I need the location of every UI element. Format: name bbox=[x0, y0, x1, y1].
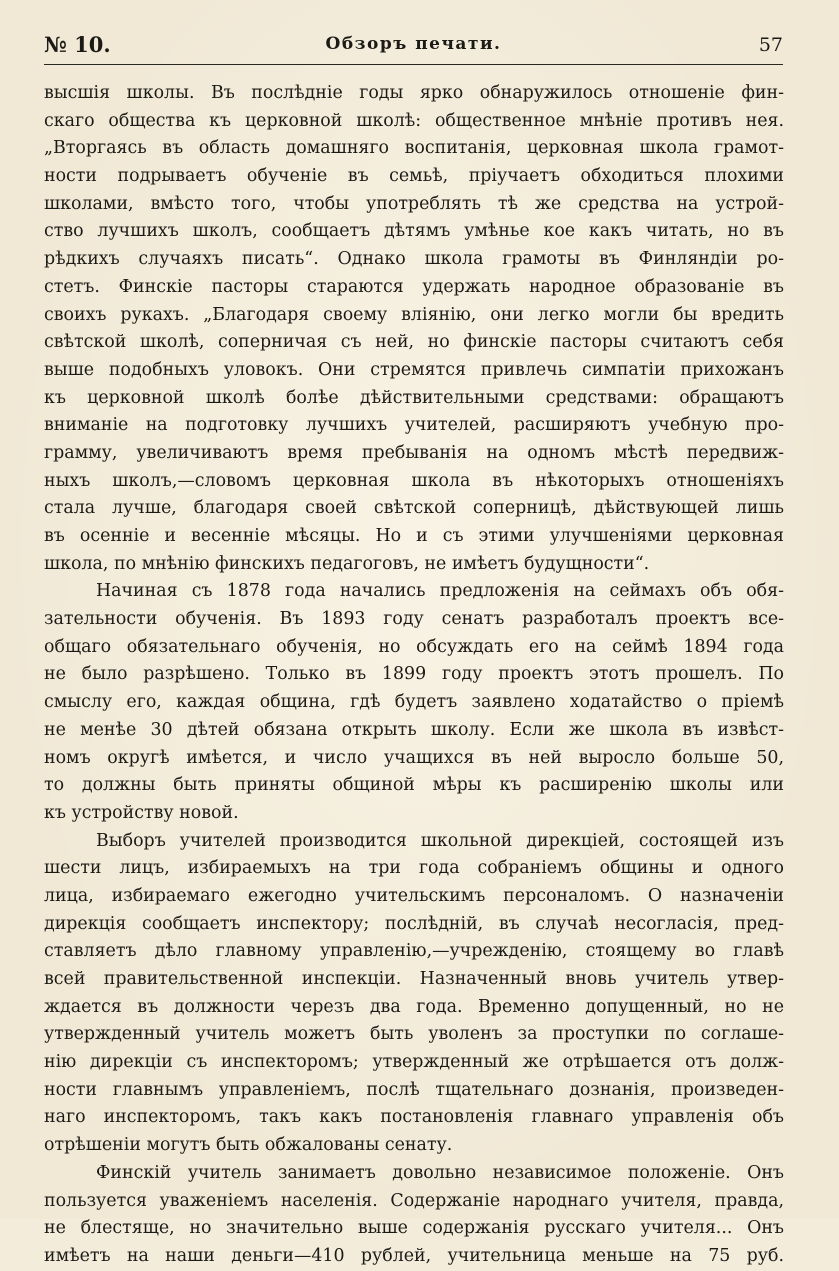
text-line: своихъ рукахъ. „Благодаря своему вліянію, они легко могли бы вредить bbox=[44, 304, 784, 325]
text-line: то должны быть приняты общиной мѣры къ расширенію школы или bbox=[44, 775, 784, 796]
text-line: свѣтской школѣ, соперничая съ ней, но финскіе пасторы считаютъ себя bbox=[44, 332, 784, 353]
text-line: въ осенніе и весенніе мѣсяцы. Но и съ этими улучшеніями церковная bbox=[44, 526, 784, 546]
text-line: школами, вмѣсто того, чтобы употреблять тѣ же средства на устрой- bbox=[44, 193, 784, 214]
text-line: наго инспекторомъ, такъ какъ постановленія главнаго управленія объ bbox=[44, 1107, 784, 1128]
text-line: вниманіе на подготовку лучшихъ учителей, расширяютъ учебную про- bbox=[44, 415, 784, 436]
text-line: рѣдкихъ случаяхъ писать“. Однако школа грамоты въ Финляндіи ро- bbox=[44, 249, 784, 270]
text-line: къ церковной школѣ болѣе дѣйствительными средствами: обращаютъ bbox=[44, 387, 784, 408]
header-rule bbox=[44, 64, 783, 65]
text-line: не менѣе 30 дѣтей обязана открыть школу. Если же школа въ извѣст- bbox=[44, 719, 784, 740]
paragraph-start-line: Выборъ учителей производится школьной дирекціей, состоящей изъ bbox=[96, 830, 784, 851]
text-line: ставляетъ дѣло главному управленію,—учрежденію, стоящему во главѣ bbox=[44, 941, 784, 962]
text-line: пользуется уваженіемъ населенія. Содержаніе народнаго учителя, правда, bbox=[44, 1190, 784, 1211]
text-line: номъ округѣ имѣется, и число учащихся въ ней выросло больше 50, bbox=[44, 747, 784, 768]
text-line: общаго обязательнаго обученія, но обсуждать его на сеймѣ 1894 года bbox=[44, 636, 784, 657]
paragraph-start-line: Начиная съ 1878 года начались предложенія на сеймахъ объ обя- bbox=[96, 581, 784, 602]
text-line: отрѣшеніи могутъ быть обжалованы сенату. bbox=[44, 1135, 453, 1156]
text-line: не было разрѣшено. Только въ 1899 году проектъ этотъ прошелъ. По bbox=[44, 664, 784, 685]
text-line: ждается въ должности черезъ два года. Временно допущенный, но не bbox=[44, 996, 784, 1017]
issue-number: № 10. bbox=[44, 32, 111, 57]
text-line: нію дирекціи съ инспекторомъ; утвержденный же отрѣшается отъ долж- bbox=[44, 1052, 784, 1073]
text-line: ности подрываетъ обученіе въ семьѣ, пріучаетъ обходиться плохими bbox=[44, 166, 784, 187]
page-number: 57 bbox=[758, 34, 783, 56]
text-line: утвержденный учитель можетъ быть уволенъ за проступки по соглаше- bbox=[44, 1024, 784, 1045]
paragraph-start-line: Финскій учитель занимаетъ довольно независимое положеніе. Онъ bbox=[96, 1162, 784, 1183]
body-text bbox=[44, 80, 784, 1271]
page-header bbox=[44, 28, 783, 62]
text-line: школа, по мнѣнію финскихъ педагоговъ, не имѣетъ будущности“. bbox=[44, 553, 650, 574]
text-line: лица, избираемаго ежегодно учительскимъ персоналомъ. О назначеніи bbox=[44, 885, 784, 906]
text-line: высшія школы. Въ послѣдніе годы ярко обнаружилось отношеніе фин- bbox=[44, 83, 784, 103]
text-line: ство лучшихъ школъ, сообщаетъ дѣтямъ умѣнье кое какъ читать, но въ bbox=[44, 221, 784, 242]
text-line: дирекція сообщаетъ инспектору; послѣдній, въ случаѣ несогласія, пред- bbox=[44, 913, 784, 934]
text-line: зательности обученія. Въ 1893 году сенатъ разработалъ проектъ все- bbox=[44, 609, 784, 630]
text-line: выше подобныхъ уловокъ. Они стремятся привлечь симпатіи прихожанъ bbox=[44, 359, 784, 380]
text-line: къ устройству новой. bbox=[44, 802, 239, 823]
text-line: ности главнымъ управленіемъ, послѣ тщательнаго дознанія, произведен- bbox=[44, 1079, 784, 1100]
text-line: имѣетъ на наши деньги—410 рублей, учительница меньше на 75 руб. bbox=[44, 1245, 784, 1266]
text-line: „Вторгаясь въ область домашняго воспитанія, церковная школа грамот- bbox=[44, 138, 784, 159]
text-line: шести лицъ, избираемыхъ на три года собраніемъ общины и одного bbox=[44, 858, 784, 879]
text-line: ныхъ школъ,—словомъ церковная школа въ нѣкоторыхъ отношеніяхъ bbox=[44, 470, 784, 491]
text-line: стала лучше, благодаря своей свѣтской соперницѣ, дѣйствующей лишь bbox=[44, 498, 784, 519]
running-title: Обзоръ печати. bbox=[325, 34, 502, 54]
text-line: всей правительственной инспекціи. Назначенный вновь учитель утвер- bbox=[44, 969, 784, 989]
text-line: грамму, увеличиваютъ время пребыванія на одномъ мѣстѣ передвиж- bbox=[44, 442, 784, 463]
text-line: стетъ. Финскіе пасторы стараются удержать народное образованіе въ bbox=[44, 276, 784, 297]
text-line: не блестяще, но значительно выше содержанія русскаго учителя... Онъ bbox=[44, 1218, 784, 1239]
text-line: скаго общества къ церковной школѣ: общественное мнѣніе противъ нея. bbox=[44, 110, 784, 131]
text-line: смыслу его, каждая община, гдѣ будетъ заявлено ходатайство о пріемѣ bbox=[44, 692, 784, 713]
